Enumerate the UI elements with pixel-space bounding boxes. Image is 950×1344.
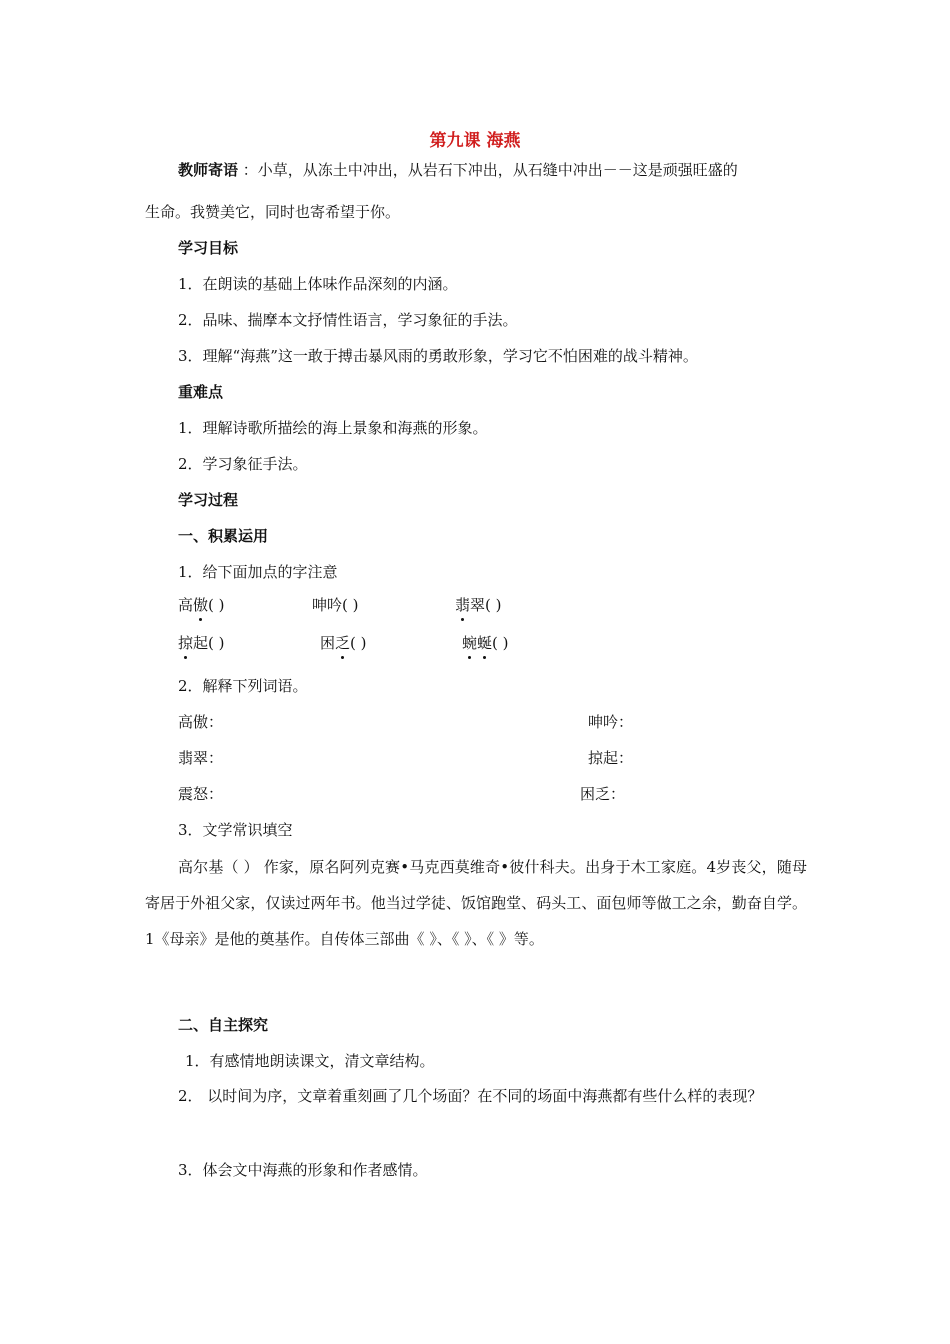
word-char: 困 [320, 634, 336, 652]
dotted-char: 蜒 [477, 634, 493, 652]
goal-item: 1．在朗读的基础上体味作品深刻的内涵。 [178, 275, 458, 293]
pinyin-word-lveqi [178, 633, 225, 653]
pinyin-word-kunfa [320, 633, 367, 653]
key-point-item: 2．学习象征手法。 [178, 455, 308, 473]
definition-left: 高傲： [178, 713, 224, 731]
definition-right: 呻吟： [588, 713, 634, 731]
q3-prompt: 3．文学常识填空 [178, 821, 293, 839]
definition-right: 困乏： [580, 785, 626, 803]
word-text: 呻吟( ) [312, 596, 359, 614]
goals-heading: 学习目标 [178, 239, 239, 257]
teacher-words-line1: 小草，从冻土中冲出，从岩石下冲出，从石缝中冲出－－这是顽强旺盛的 [257, 161, 738, 179]
definition-left: 翡翠： [178, 749, 224, 767]
teacher-words-label: 教师寄语 [178, 161, 239, 179]
pinyin-word-wanyan [462, 633, 509, 653]
answer-blank: 翠( ) [470, 596, 502, 614]
definition-left: 震怒： [178, 785, 224, 803]
dotted-char: 蜿 [462, 634, 478, 652]
answer-blank: ( ) [208, 596, 225, 614]
goal-item: 3．理解“海燕”这一敢于搏击暴风雨的勇敢形象，学习它不怕困难的战斗精神。 [178, 347, 698, 365]
teacher-words-colon: ： [238, 161, 258, 179]
explore-item: 3．体会文中海燕的形象和作者感情。 [178, 1161, 428, 1179]
teacher-words [145, 152, 807, 188]
word-char: 高 [178, 596, 194, 614]
pinyin-word-shenyin [312, 595, 358, 615]
dotted-char: 乏 [335, 634, 351, 652]
key-point-item: 1．理解诗歌所描绘的海上景象和海燕的形象。 [178, 419, 488, 437]
q2-prompt: 2．解释下列词语。 [178, 677, 308, 695]
goal-item: 2．品味、揣摩本文抒情性语言，学习象征的手法。 [178, 311, 518, 329]
dotted-char: 掠 [178, 634, 194, 652]
answer-blank: 起( ) [193, 634, 225, 652]
definition-right: 掠起： [588, 749, 634, 767]
dotted-char: 翡 [455, 596, 471, 614]
teacher-words-line2: 生命。我赞美它，同时也寄希望于你。 [145, 203, 401, 221]
dotted-char: 傲 [193, 596, 209, 614]
pinyin-word-feicui [455, 595, 502, 615]
process-heading: 学习过程 [178, 491, 239, 509]
explore-item: 1．有感情地朗读课文，清文章结构。 [185, 1052, 435, 1070]
section1-heading: 一、积累运用 [178, 527, 269, 545]
q1-prompt: 1．给下面加点的字注意 [178, 563, 338, 581]
page-title: 第九课 海燕 [429, 131, 521, 151]
pinyin-word-gaoao [178, 595, 225, 615]
answer-blank: ( ) [350, 634, 367, 652]
key-points-heading: 重难点 [178, 383, 224, 401]
literature-fill-paragraph: 高尔基（ ） 作家，原名阿列克赛•马克西莫维奇•彼什科夫。出身于木工家庭。4岁丧父，随母寄居于外祖父家，仅读过两年书。他当过学徒、饭馆跑堂、码头工、面包师等做工之余，勤奋自学。1《母亲》是他的奠基作。自传体三部曲《 》、《 》、《 》等。 [145, 858, 807, 948]
explore-item: 2． 以时间为序，文章着重刻画了几个场面？在不同的场面中海燕都有些什么样的表现？ [178, 1087, 763, 1105]
section2-heading: 二、自主探究 [178, 1016, 269, 1034]
answer-blank: ( ) [492, 634, 509, 652]
